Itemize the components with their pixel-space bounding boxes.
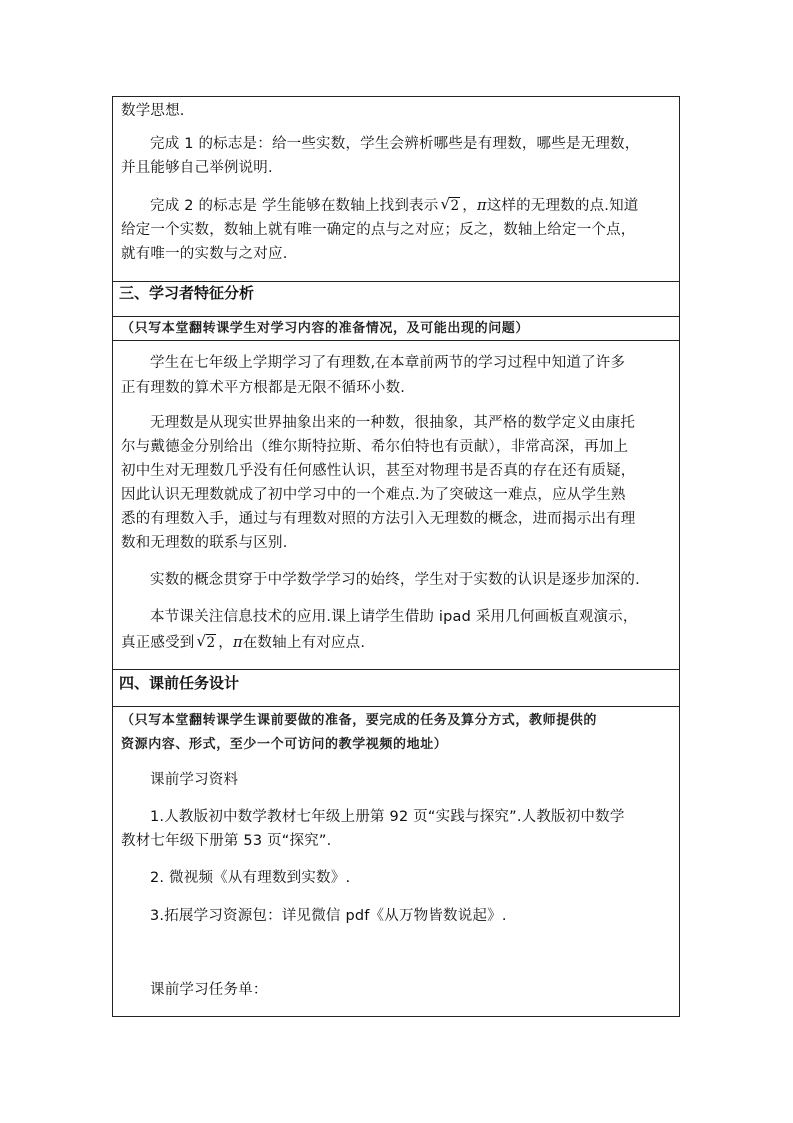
text-line: 给定一个实数，数轴上就有唯一确定的点与之对应；反之，数轴上给定一个点，: [121, 222, 636, 238]
section-four-body-cell: [113, 707, 679, 1016]
section-four-heading-cell: [113, 670, 679, 707]
text-line: 正有理数的算术平方根都是无限不循环小数.: [121, 380, 406, 396]
text-segment: 真正感受到: [121, 635, 195, 651]
list-item: 2. 微视频《从有理数到实数》.: [150, 870, 351, 886]
text-line-with-math: [150, 194, 639, 218]
lesson-plan-table: [112, 96, 680, 1017]
text-line: 就有唯一的实数与之对应.: [121, 246, 288, 262]
text-line: 实数的概念贯穿于中学数学学习的始终，学生对于实数的认识是逐步加深的.: [150, 572, 640, 588]
radical-sign: √: [196, 632, 207, 650]
text-segment: 完成 2 的标志是 学生能够在数轴上找到表示: [150, 198, 439, 214]
radicand: 2: [206, 635, 216, 651]
section-three-heading-cell: [113, 282, 679, 317]
instruction-note: 资源内容、形式，至少一个可访问的教学视频的地址）: [121, 737, 448, 752]
sqrt-expression: [197, 631, 217, 655]
radical-sign: √: [440, 195, 451, 213]
section-three-body-cell: [113, 341, 679, 670]
text-line: 1.人教版初中数学教材七年级上册第 92 页“实践与探究”.人教版初中数学: [150, 809, 625, 825]
section-three-note-cell: [113, 317, 679, 341]
text-line-with-math: [121, 631, 365, 655]
text-line: 悉的有理数入手，通过与有理数对照的方法引入无理数的概念，进而揭示出有理: [121, 511, 636, 527]
section-two-tail-cell: [113, 97, 679, 282]
text-line: 本节课关注信息技术的应用.课上请学生借助 ipad 采用几何画板直观演示，: [150, 609, 638, 625]
text-line: 完成 1 的标志是：给一些实数，学生会辨析哪些是有理数，哪些是无理数，: [150, 136, 640, 152]
pi-symbol: π: [476, 198, 487, 214]
section-heading: 四、课前任务设计: [119, 674, 240, 692]
text-line: 数学思想.: [121, 103, 185, 119]
text-segment: 这样的无理数的点.知道: [486, 198, 639, 214]
sqrt-expression: [440, 194, 460, 218]
radicand: 2: [450, 198, 460, 214]
instruction-note: （只写本堂翻转课学生对学习内容的准备情况，及可能出现的问题）: [121, 321, 530, 336]
text-line: 无理数是从现实世界抽象出来的一种数，很抽象，其严格的数学定义由康托: [150, 415, 636, 431]
section-heading: 三、学习者特征分析: [119, 284, 255, 302]
instruction-note: （只写本堂翻转课学生课前要做的准备，要完成的任务及算分方式，教师提供的: [121, 713, 598, 728]
text-segment: ，: [218, 635, 233, 651]
text-segment: ，: [462, 198, 477, 214]
text-segment: 在数轴上有对应点.: [242, 635, 366, 651]
text-line: 尔与戴德金分别给出（维尔斯特拉斯、希尔伯特也有贡献），非常高深，再加上: [121, 439, 629, 455]
text-line: 教材七年级下册第 53 页“探究”.: [121, 833, 332, 849]
text-line: 数和无理数的联系与区别.: [121, 535, 288, 551]
task-sheet-title: 课前学习任务单：: [150, 982, 268, 998]
list-item: 3.拓展学习资源包：详见微信 pdf《从万物皆数说起》.: [150, 908, 507, 924]
text-line: 因此认识无理数就成了初中学习中的一个难点.为了突破这一难点，应从学生熟: [121, 487, 626, 503]
text-line: 并且能够自己举例说明.: [121, 160, 273, 176]
pi-symbol: π: [233, 635, 243, 651]
text-line: 学生在七年级上学期学习了有理数,在本章前两节的学习过程中知道了许多: [150, 355, 626, 371]
materials-title: 课前学习资料: [150, 772, 239, 788]
text-line: 初中生对无理数几乎没有任何感性认识，甚至对物理书是否真的存在还有质疑，: [121, 463, 636, 479]
